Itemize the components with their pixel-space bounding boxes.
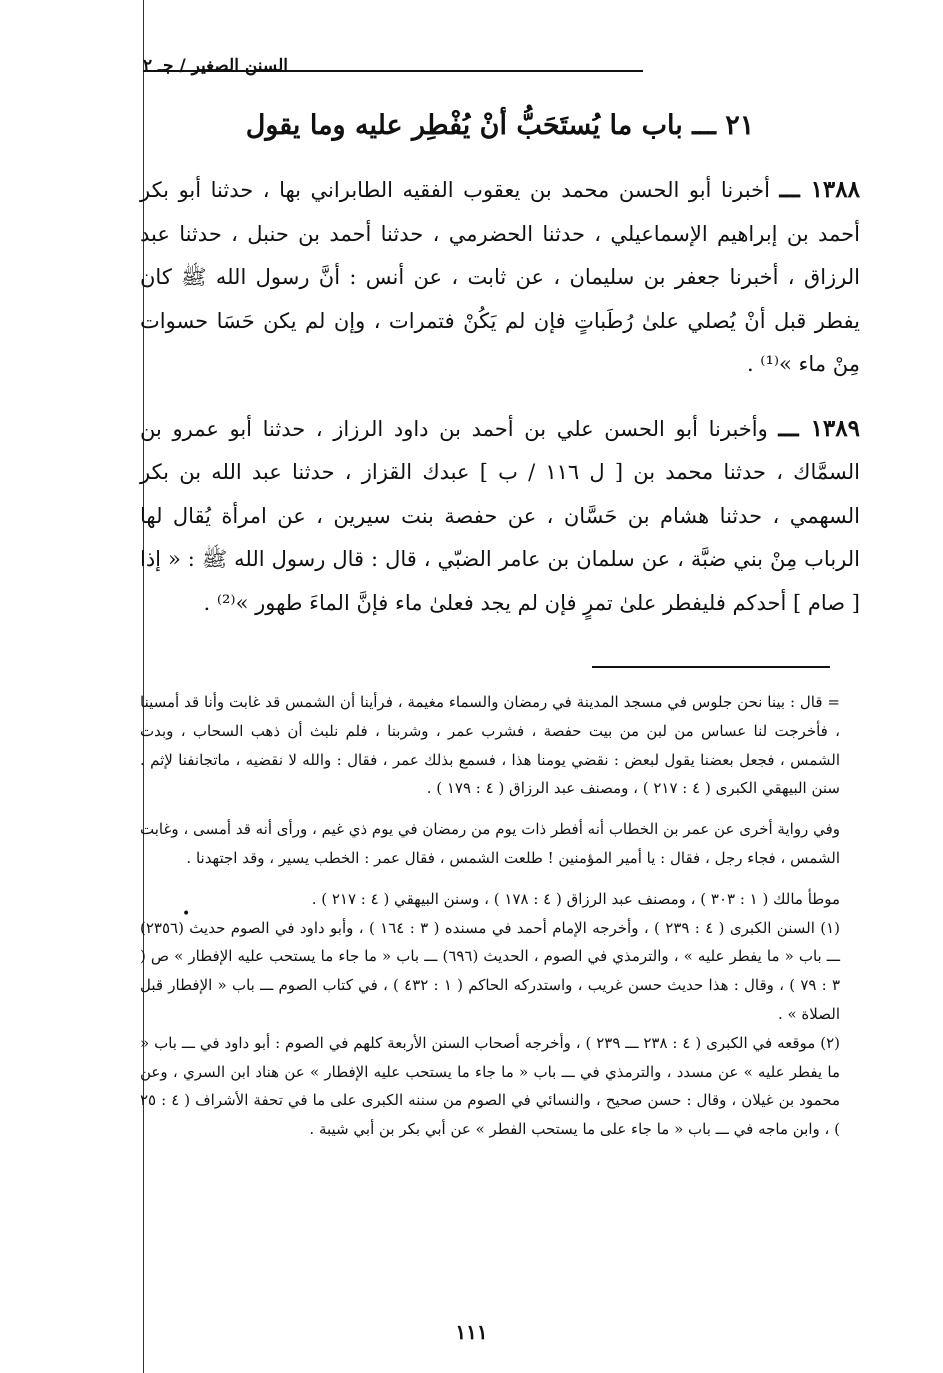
header-rule (143, 70, 643, 72)
footnotes (140, 688, 840, 1144)
page-header (143, 56, 943, 86)
running-head: السنن الصغير / جـ ٢ (142, 56, 288, 76)
footnote-separator (592, 666, 830, 668)
hadith-number: ١٣٨٨ ـــ (779, 176, 860, 203)
chapter-title: ٢١ ـــ باب ما يُستَحَبُّ أنْ يُفْطِر عليه وما يقول (245, 110, 755, 141)
hadith-paragraph (140, 168, 860, 387)
hadith-text: وأخبرنا أبو الحسن علي بن أحمد بن داود الرزاز ، حدثنا أبو عمرو بن السمَّاك ، حدثنا محمد بن [ ل ١١٦ / ب ] عبدك القزاز ، حدثنا عبد الله بن بكر السهمي ، حدثنا هشام بن حَسَّان ، عن حفصة بنت سيرين ، عن امرأة يُقال لها الرباب مِنْ بني ضبَّة ، عن سلمان بن عامر الضبّي ، قال : قال رسول الله ﷺ : « إذا [ صام ] أحدكم فليفطر علىٰ تمرٍ فإن لم يجد فعلىٰ ماء فإنَّ الماءَ طهور »⁽²⁾ . (140, 416, 860, 615)
hadith-text: أخبرنا أبو الحسن محمد بن يعقوب الفقيه الطابراني بها ، حدثنا أبو بكر أحمد بن إبراهيم الإسماعيلي ، حدثنا الحضرمي ، حدثنا أحمد بن حنبل ، حدثنا عبد الرزاق ، أخبرنا جعفر بن سليمان ، عن ثابت ، عن أنس : أنَّ رسول الله ﷺ كان يفطر قبل أنْ يُصلي علىٰ رُطَباتٍ فإن لم يَكُنْ فتمرات ، وإن لم يكن حَسَا حسوات مِنْ ماء »⁽¹⁾ . (140, 178, 860, 376)
main-text (140, 168, 860, 645)
footnote-continuation: = قال : بينا نحن جلوس في مسجد المدينة في رمضان والسماء مغيمة ، فرأينا أن الشمس قد غابت وأنا قد أمسينا ، فأخرجت لنا عساس من لبن من بيت حفصة ، فشرب عمر ، وشربنا ، فلم نلبث أن ذهب السحاب ، وبدت الشمس ، فجعل بعضنا يقول لبعض : نقضي يومنا هذا ، فسمع بذلك عمر ، فقال : والله لا نقضيه ، ماتجانفنا لإثم . سنن البيهقي الكبرى ( ٤ : ٢١٧ ) ، ومصنف عبد الرزاق ( ٤ : ١٧٩ ) . (140, 693, 840, 798)
footnote-continuation: موطأ مالك ( ١ : ٣٠٣ ) ، ومصنف عبد الرزاق ( ٤ : ١٧٨ ) ، وسنن البيهقي ( ٤ : ٢١٧ ) . (311, 889, 840, 908)
hadith-number: ١٣٨٩ ـــ (778, 414, 860, 442)
footnote-continuation: وفي رواية أخرى عن عمر بن الخطاب أنه أفطر ذات يوم من رمضان في يوم ذي غيم ، ورأى أنه قد أمسى ، وغابت الشمس ، فجاء رجل ، فقال : يا أمير المؤمنين ! طلعت الشمس ، فقال عمر : الخطب يسير ، وقد اجتهدنا . (140, 820, 840, 867)
footnote-2: (٢) موقعه في الكبرى ( ٤ : ٢٣٨ ـــ ٢٣٩ ) ، وأخرجه أصحاب السنن الأربعة كلهم في الصوم : أبو داود في ـــ باب « ما يفطر عليه » عن مسدد ، والترمذي في ـــ باب « ما جاء ما يستحب عليه الإفطار » عن هناد ابن السري ، وعن محمود بن غيلان ، وقال : حسن صحيح ، والنسائي في الصوم من سننه الكبرى على ما في تحفة الأشراف ( ٤ : ٢٥ ) ، وابن ماجه في ـــ باب « ما جاء على ما يستحب الفطر » عن أبي بكر بن أبي شيبة . (140, 1033, 840, 1139)
page-number: ١١١ (455, 1320, 488, 1344)
footnote-1: (١) السنن الكبرى ( ٤ : ٢٣٩ ) ، وأخرجه الإمام أحمد في مسنده ( ٣ : ١٦٤ ) ، وأبو داود في الصوم حديث (٢٣٥٦) ـــ باب « ما يفطر عليه » ، والترمذي في الصوم ، الحديث (٦٩٦) ـــ باب « ما جاء ما يستحب عليه الإفطار » ص ( ٣ : ٧٩ ) ، وقال : هذا حديث حسن غريب ، واستدركه الحاكم ( ١ : ٤٣٢ ) ، في كتاب الصوم ـــ باب « الإفطار قبل الصلاة » . (140, 918, 841, 1023)
hadith-paragraph (140, 407, 860, 626)
stray-mark: • (182, 906, 191, 922)
